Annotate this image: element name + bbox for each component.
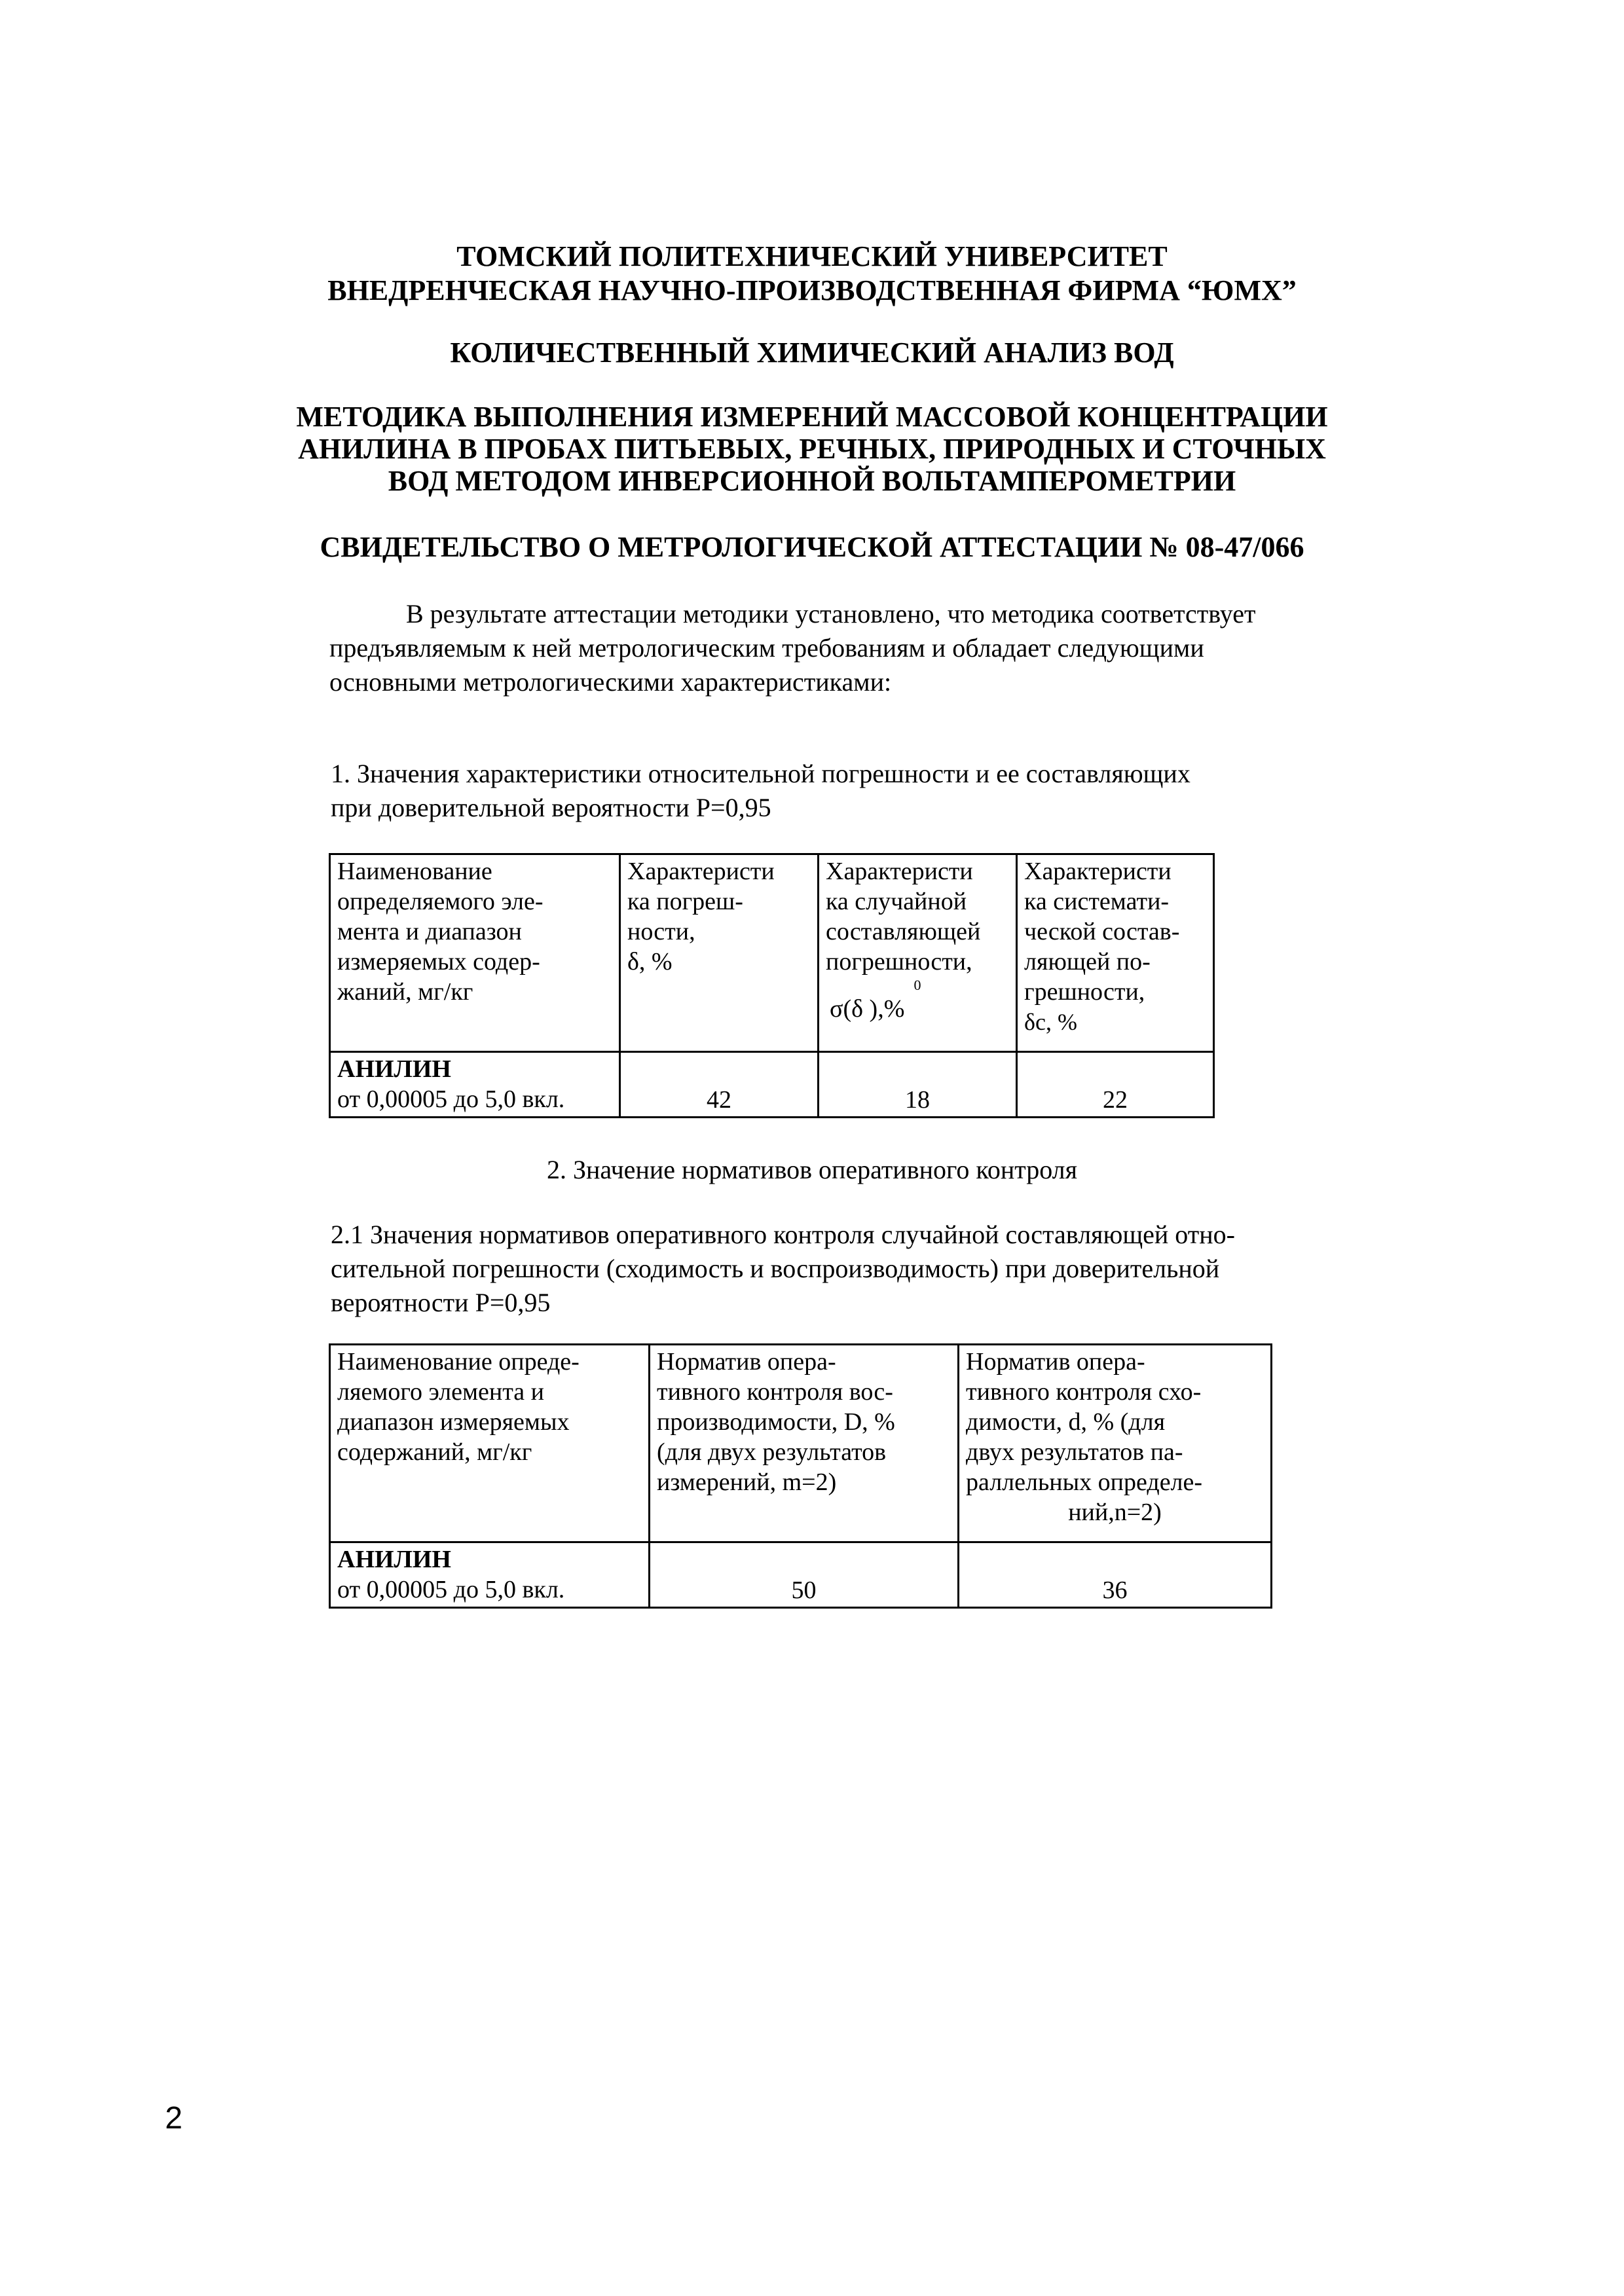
header-repeatability-norm: Норматив опера- тивного контроля схо- димости, d, % (для двух результатов па- раллельных определе- ний,n=2): [959, 1345, 1272, 1542]
value-sigma: 18: [819, 1052, 1017, 1118]
row-element: [330, 1052, 620, 1118]
value-reproducibility: 50: [650, 1542, 959, 1608]
certificate-title: СВИДЕТЕЛЬСТВО О МЕТРОЛОГИЧЕСКОЙ АТТЕСТАЦИИ № 08-47/066: [320, 531, 1304, 563]
table-header-row: [330, 854, 1214, 1052]
intro-line-1: В результате аттестации методики установлено, что методика соответствует: [406, 599, 1256, 629]
table-row: [330, 1052, 1214, 1118]
firm-title: ВНЕДРЕНЧЕСКАЯ НАУЧНО-ПРОИЗВОДСТВЕННАЯ ФИРМА “ЮМХ”: [327, 274, 1297, 306]
value-delta: 42: [620, 1052, 819, 1118]
section-1-heading: [331, 757, 1405, 825]
subject-title: КОЛИЧЕСТВЕННЫЙ ХИМИЧЕСКИЙ АНАЛИЗ ВОД: [450, 337, 1174, 369]
header-element-name: Наименование опреде- ляемого элемента и диапазон измеряемых содержаний, мг/кг: [330, 1345, 650, 1542]
element-name: АНИЛИН: [337, 1546, 451, 1573]
section-2-title: 2. Значение нормативов оперативного контроля: [546, 1155, 1078, 1184]
table-header-row: [330, 1345, 1272, 1542]
element-range: от 0,00005 до 5,0 вкл.: [337, 1085, 565, 1113]
university-title: ТОМСКИЙ ПОЛИТЕХНИЧЕСКИЙ УНИВЕРСИТЕТ: [456, 240, 1168, 272]
intro-line-3: основными метрологическими характеристиками:: [329, 667, 892, 697]
intro-paragraph: [329, 597, 1403, 699]
section-1-line-1: 1. Значения характеристики относительной погрешности и ее составляющих: [331, 759, 1190, 788]
method-title-line-3: ВОД МЕТОДОМ ИНВЕРСИОННОЙ ВОЛЬТАМПЕРОМЕТРИИ: [388, 465, 1236, 497]
table-row: [330, 1542, 1272, 1608]
section-2-1-paragraph: [331, 1218, 1405, 1320]
error-characteristics-table: [329, 853, 1215, 1118]
page-number: 2: [165, 2101, 183, 2136]
value-repeatability: 36: [959, 1542, 1272, 1608]
header-systematic-component: Характеристи ка системати- ческой состав- ляющей по- грешности, δс, %: [1017, 854, 1214, 1052]
row-element: [330, 1542, 650, 1608]
intro-line-2: предъявляемым к ней метрологическим требованиям и обладает следующими: [329, 633, 1204, 663]
header-element-name: Наименование определяемого эле- мента и диапазон измеряемых содер- жаний, мг/кг: [330, 854, 620, 1052]
section-2-1-line-2: сительной погрешности (сходимость и воспроизводимость) при доверительной: [331, 1254, 1220, 1283]
method-title-line-1: МЕТОДИКА ВЫПОЛНЕНИЯ ИЗМЕРЕНИЙ МАССОВОЙ КОНЦЕНТРАЦИИ: [296, 401, 1328, 433]
header-random-component: Характеристи ка случайной составляющей погрешности, 0 σ(δ ),%: [819, 854, 1017, 1052]
section-1-line-2: при доверительной вероятности Р=0,95: [331, 793, 771, 822]
value-delta-c: 22: [1017, 1052, 1214, 1118]
header-reproducibility-norm: Норматив опера- тивного контроля вос- производимости, D, % (для двух результатов измерений, m=2): [650, 1345, 959, 1542]
control-norms-table: [329, 1343, 1272, 1609]
element-name: АНИЛИН: [337, 1055, 451, 1083]
method-title-line-2: АНИЛИНА В ПРОБАХ ПИТЬЕВЫХ, РЕЧНЫХ, ПРИРОДНЫХ И СТОЧНЫХ: [298, 433, 1326, 465]
header-error-characteristic: Характеристи ка погреш- ности, δ, %: [620, 854, 819, 1052]
section-2-1-line-3: вероятности Р=0,95: [331, 1288, 551, 1317]
section-2-1-line-1: 2.1 Значения нормативов оперативного контроля случайной составляющей отно-: [331, 1220, 1235, 1249]
element-range: от 0,00005 до 5,0 вкл.: [337, 1576, 565, 1603]
